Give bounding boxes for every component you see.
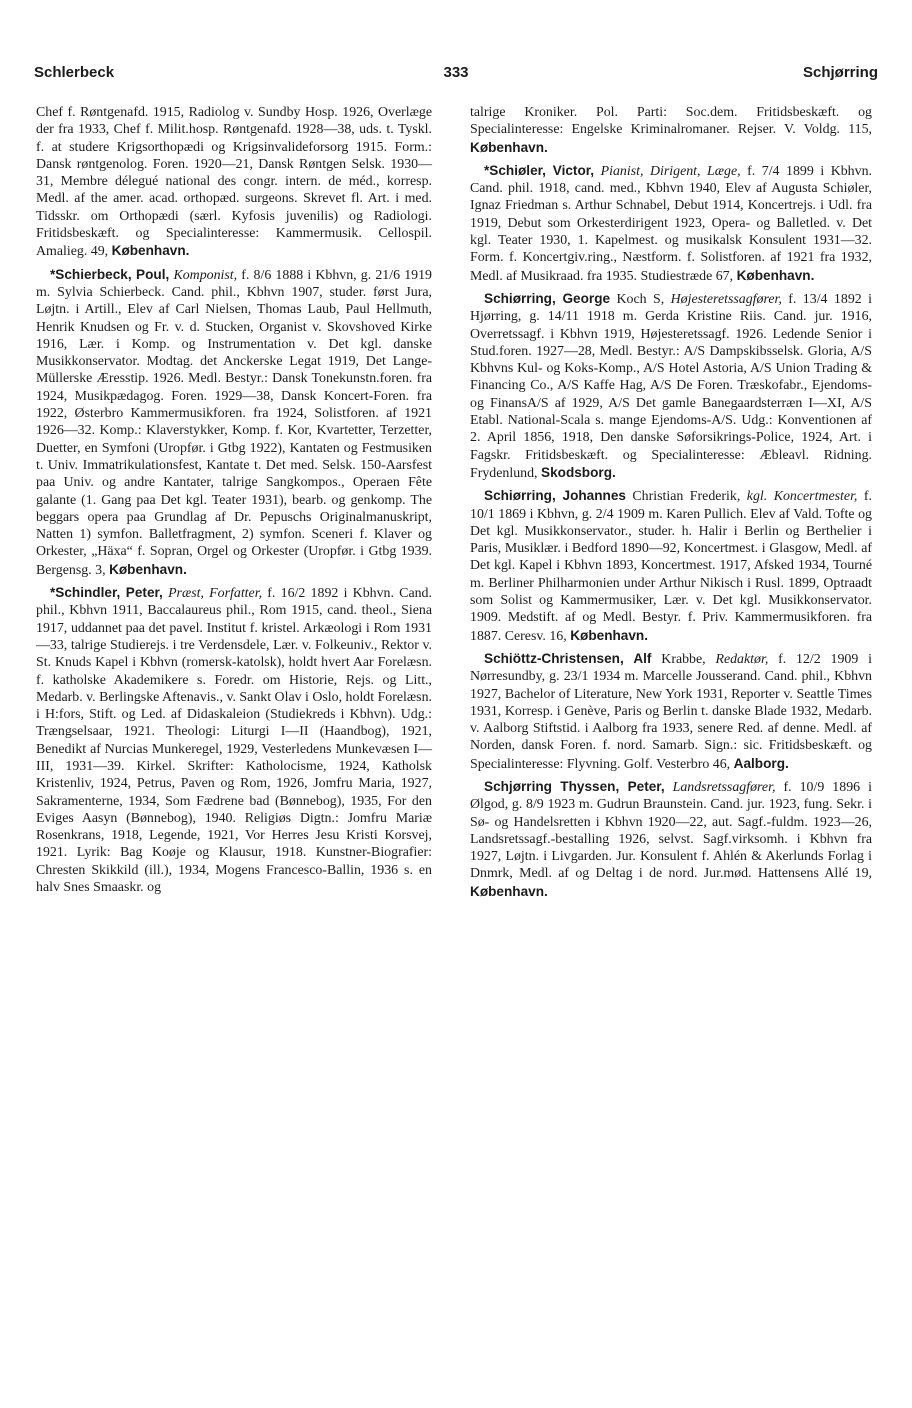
entry-continuation xyxy=(470,104,872,157)
entry xyxy=(36,584,432,896)
entry-city: Aalborg. xyxy=(733,755,789,771)
right-column xyxy=(470,104,872,906)
entry-city: København. xyxy=(570,627,648,643)
entry xyxy=(36,266,432,579)
entry-headword: *Schierbeck, Poul, xyxy=(50,266,170,282)
entry-city: København. xyxy=(736,267,815,283)
entry-city: København. xyxy=(111,243,190,259)
entry-text: talrige Kroniker. Pol. Parti: Soc.dem. Fritidsbeskæft. og Specialinteresse: Engelske Kriminalromaner. Rejser. V. Voldg. 115, xyxy=(470,105,872,138)
entry xyxy=(470,778,872,901)
entry xyxy=(470,162,872,285)
entry-occupation: Redaktør, xyxy=(715,651,769,667)
page-number: 333 xyxy=(443,64,469,81)
entry-name-rest: Christian Frederik, xyxy=(632,489,741,505)
entry-text: f. 10/9 1896 i Ølgod, g. 8/9 1923 m. Gudrun Braunstein. Cand. jur. 1923, fung. Sekr. i Sø- og Handelsretten i Kbhvn 1920—22, aut. Sagf.-fuldm. 1923—26, Landsretssagf.-bestalling 1926, selvst. Sagf.virksomh. i Kbhvn fra 1927, Løjtn. i Livgarden. Jur. Konsulent f. Ahlén & Akerlunds Forlag i Dnmrk, Medl. af og Deltag i de nord. Jur.mød. Hattensens Allé 19, xyxy=(470,779,872,882)
entry-headword: Schiørring, Johannes xyxy=(484,488,626,504)
entry-city: København. xyxy=(109,561,187,577)
entry-text: Chef f. Røntgenafd. 1915, Radiolog v. Sundby Hosp. 1926, Overlæge der fra 1933, Chef f. Milit.hosp. Røntgenafd. 1928—38, uds. t. Tyskl. f. at studere Krigsorthopædi og Krigsinvalideforsorg 1915. Form.: Dansk røntgenolog. Foren. 1920—21, Dansk Røntgen Selsk. 1930—31, Membre délegué national des congr. intern. de méd., korresp. Medl. af the amer. acad. orthopæd. surgeons. Skrevet fl. Art. i med. Tidsskr. om Orthopædi (særl. Kyfosis juvenilis) og Radiologi. Fritidsbeskæft. og Specialinteresse: Kammermusik. Cellospil. Amalieg. 49, xyxy=(36,105,432,260)
entry-text: f. 16/2 1892 i Kbhvn. Cand. phil., Kbhvn 1911, Baccalaureus phil., Rom 1915, cand. theol., Siena 1917, uddannet paa det pavel. Institut f. kristel. Arkæologi i Rom 1931—33, talrige Studierejs. i tre Verdensdele, Lær. v. Folkeuniv., Rektor v. St. Knuds Kapel i Kbhvn (romersk-katolsk), holdt hvert Aar Forelæsn. f. katholske Akademikere s. Foredr. om Historie, Rejs. og Litt., Medarb. v. Berlingske Aftenavis., v. Sankt Olav i Oslo, holdt Forelæsn. i H:fors, Stift. og Led. af Didaskaleion (Studiekreds i Kbhvn). Udg.: Trængselsaar, 1921. Theologi: Liturgi I—II (Haandbog), 1921, Benedikt af Nurcias Munkeregel, 1929, Vesterledens Munkevæsen I—III, 1931—39. Kirkel. Skrifter: Katholocisme, 1924, Katholsk Kristenliv, 1924, Petrus, Paven og Rom, 1926, Jomfru Maria, 1927, Sakramenterne, 1934, Som Fædrene bad (Bønnebog), 1935, For den Eviges Aasyn (Bønnebog), 1940. Religiøs Digtn.: Jomfru Mariæ Rosenkrans, 1918, Legende, 1921, Vor Herres Jesu Kristi Korsvej, 1921. Lyrik: Bag Koøje og Klausur, 1918. Kunstner-Biografier: Chresten Skikkild (ill.), 1934, Mogens Francesco-Ballin, 1936 s. en halv Snes Smaaskr. og xyxy=(36,586,432,896)
entry-name-rest: Krabbe, xyxy=(661,651,706,667)
entry-headword: Schjørring Thyssen, Peter, xyxy=(484,778,665,794)
entry-text: f. 10/1 1869 i Kbhvn, g. 2/4 1909 m. Karen Pullich. Elev af Vald. Tofte og Det kgl. Musikkonservator., studer. h. Halir i Berlin og Berthelier i Paris, Musiklær. i Bedford 1890—92, Koncertmest. i Glasgow, Medl. af Det kgl. Kapel i Kbhvn 1893, Koncertmest. 1917, Afsked 1934, Tourné m. Berliner Philharmonien under Arthur Nikisch i Rusl. 1899, Optraadt som Solist og Kammermusiker, Lær. v. Det kgl. Musikkonservator. 1909. Medstift. af og Medl. Bestyr. f. Priv. Kammermusikforen. fra 1887. Ceresv. 16, xyxy=(470,489,872,644)
left-column xyxy=(36,104,432,901)
entry-headword: Schiöttz-Christensen, Alf xyxy=(484,650,652,666)
entry xyxy=(470,290,872,482)
entry-name-rest: Koch S, xyxy=(616,291,665,307)
entry-city: København. xyxy=(470,883,548,899)
entry-headword: *Schindler, Peter, xyxy=(50,585,163,601)
entry-text: f. 8/6 1888 i Kbhvn, g. 21/6 1919 m. Sylvia Schierbeck. Cand. phil., Kbhvn 1907, studer. først Jura, Løjtn. i Artill., Elev af Carl Nielsen, Thomas Laub, Paul Hellmuth, Henrik Knudsen og Fr. v. d. Stucken, Organist v. Skovshoved Kirke 1916, Lær. i Komp. og Instrumentation v. Det kgl. danske Musikkonservator. Modtag. det Anckerske Legat 1919, Det Lange-Müllerske Æresstip. 1926. Medl. Bestyr.: Dansk Tonekunstn.foren. fra 1924, Musikpædagog. Foren. 1929—38, Dansk Koncert-Foren. fra 1922, Østerbro Kammermusikforen. fra 1924, Solistforen. af 1921 1926—32. Komp.: Klaverstykker, Komp. f. Kor, Kvartetter, Terzetter, Duetter, en Symfoni (Uropfør. i Gtbg 1922), Kantaten og Festmusiken t. Univ. Immatrikulationsfest, Kantate t. Det med. Selsk. 150-Aarsfest paa Univ. og andre Kantater, talrige Sangkompos., Operaen Fête galante (1. Gang paa Det kgl. Teater 1931), bearb. og genkomp. The beggars opera paa Grundlag af Dr. Pepuschs Originalmanuskript, Natten 1) symfon. Balletfragment, 2) symfon. Sceneri f. Klaver og Orkester, „Häxa“ f. Sopran, Orgel og Orkester (Uropfør. i Gtbg 1939. Bergensg. 3, xyxy=(36,267,432,578)
entry xyxy=(470,487,872,645)
entry-city: København. xyxy=(470,139,548,155)
entry-occupation: Højesteretssagfører, xyxy=(670,291,782,307)
entry-city: Skodsborg. xyxy=(541,464,616,480)
running-head xyxy=(34,64,878,86)
entry-headword: *Schiøler, Victor, xyxy=(484,162,595,178)
running-head-right: Schjørring xyxy=(802,64,878,81)
entry-occupation: Landsretssagfører, xyxy=(672,779,776,795)
entry-occupation: kgl. Koncertmester, xyxy=(746,489,858,505)
running-head-left: Schlerbeck xyxy=(34,64,115,81)
entry-continuation xyxy=(36,104,432,261)
entry-occupation: Komponist, xyxy=(173,267,238,283)
entry-text: f. 7/4 1899 i Kbhvn. Cand. phil. 1918, cand. med., Kbhvn 1940, Elev af Augusta Schiøler, Ignaz Friedman s. Arthur Schnabel, Debut 1914, Koncertrejs. i Udl. fra 1919, Debut som Orkesterdirigent 1923, Opera- og Balletled. v. Det kgl. Teater 1930, 1. Kapelmest. og musikalsk Konsulent 1931—32. Form. f. Koncertgiv.ring., Næstform. f. Solistforen. af 1921 fra 1932, Medl. af Musikraad. fra 1935. Studiestræde 67, xyxy=(470,163,872,284)
entry-text: f. 13/4 1892 i Hjørring, g. 14/11 1918 m. Gerda Kristine Riis. Cand. jur. 1916, Overretssagf. i Kbhvn 1919, Højesteretssagf. 1926. Ledende Senior i Stud.foren. 1927—28, Medl. Bestyr.: A/S Dampskibsselsk. Gloria, A/S Kbhvns Kul- og Koks-Komp., A/S Hotel Astoria, A/S Union Trading & Financing Co., A/S Kaffe Hag, A/S De Foren. Træskofabr., Ejendoms- og FinansA/S af 1929, A/S Det gamle Banegaardsterræn I—XI, A/S Etabl. National-Scala s. mange Ejendoms-A/S. Udg.: Konventionen af 2. April 1856, 1918, Den danske Søforsikrings-Police, 1924, Art. i Fagskr. Fritidsbeskæft. og Specialinteresse: Æbleavl. Ridning. Frydenlund, xyxy=(470,291,872,481)
entry-occupation: Pianist, Dirigent, Læge, xyxy=(600,163,741,179)
entry xyxy=(470,650,872,773)
entry-occupation: Præst, Forfatter, xyxy=(168,586,263,602)
entry-text: f. 12/2 1909 i Nørresundby, g. 23/1 1934 m. Marcelle Jousserand. Cand. phil., Kbhvn 1927, Bachelor of Literature, New York 1931, Reporter v. Seattle Times 1931, Korresp. i Genève, Paris og Berlin t. danske Blade 1932, Medarb. v. Aalborg Stiftstid. i Aalborg fra 1933, senere Red. af denne. Medl. af Norden, dansk Foren. f. nord. Samarb. Sign.: sic. Fritidsbeskæft. og Specialinteresse: Flyvning. Golf. Vesterbro 46, xyxy=(470,651,872,772)
entry-headword: Schiørring, George xyxy=(484,290,611,306)
